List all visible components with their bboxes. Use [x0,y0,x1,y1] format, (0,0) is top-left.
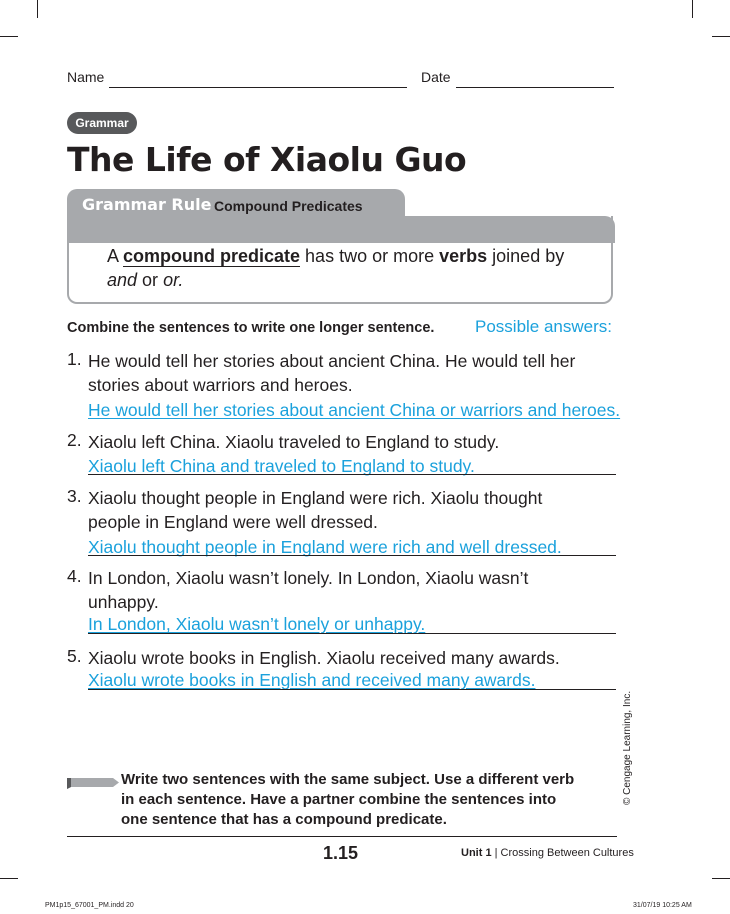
item-number: 5. [67,646,82,666]
prompt-line: Xiaolu thought people in England were rich. Xiaolu thought [88,488,543,508]
activity-line: Write two sentences with the same subject. Use a different verb [121,771,575,788]
prompt-line: Xiaolu left China. Xiaolu traveled to England to study. [88,432,500,452]
activity-text [121,770,611,830]
rule-text-part: joined by [487,246,565,266]
item-prompt [88,430,618,454]
prompt-line: Xiaolu wrote books in English. Xiaolu received many awards. [88,648,560,668]
date-label: Date [421,69,451,85]
answer-text[interactable]: Xiaolu left China and traveled to England to study. [88,456,475,476]
grammar-tag: Grammar [67,112,137,134]
crop-mark [37,0,38,18]
unit-label [461,847,634,859]
crop-mark [0,36,18,37]
print-slug: PM1p15_67001_PM.indd 20 [45,902,134,909]
name-label: Name [67,69,105,85]
rule-term: compound predicate [123,246,301,266]
rule-verbs: verbs [439,246,488,266]
unit-title: Crossing Between Cultures [500,847,634,859]
activity-line: one sentence that has a compound predicate. [121,811,447,828]
unit-separator: | [491,847,501,859]
item-prompt [88,566,618,614]
item-number: 3. [67,486,82,506]
grammar-rule-heading: Grammar Rule [82,195,212,214]
answer-line [88,633,616,634]
crop-mark [0,878,18,879]
possible-answers-label: Possible answers: [475,317,613,336]
grammar-rule-topic: Compound Predicates [214,198,363,214]
answer-text[interactable]: He would tell her stories about ancient China or warriors and heroes. [88,400,621,420]
prompt-line: unhappy. [88,592,159,612]
rule-text-part: A [107,246,124,266]
unit-number: Unit 1 [461,847,492,859]
pencil-icon [67,776,119,789]
item-number: 2. [67,430,82,450]
footer-divider [67,836,617,837]
item-number: 4. [67,566,82,586]
prompt-line: stories about warriors and heroes. [88,375,353,395]
answer-text[interactable]: In London, Xiaolu wasn’t lonely or unhappy. [88,614,426,634]
rule-and: and [107,270,138,290]
answer-line [88,555,616,556]
item-prompt [88,349,618,397]
item-prompt [88,646,618,670]
item-number: 1. [67,349,82,369]
rule-text-part: has two or more [300,246,440,266]
answer-line [88,474,616,475]
print-timestamp: 31/07/19 10:25 AM [633,902,692,909]
copyright-text: © Cengage Learning, Inc. [622,690,633,805]
answer-text[interactable]: Xiaolu wrote books in English and received many awards. [88,670,536,690]
instructions: Combine the sentences to write one longer sentence. [67,320,435,336]
item-prompt [88,486,618,534]
name-field[interactable] [109,87,407,88]
rule-or: or. [163,270,184,290]
crop-mark [712,878,730,879]
grammar-rule-text [107,244,597,292]
page-title: The Life of Xiaolu Guo [67,140,467,179]
crop-mark [692,0,693,18]
prompt-line: In London, Xiaolu wasn’t lonely. In London, Xiaolu wasn’t [88,568,529,588]
answer-text[interactable]: Xiaolu thought people in England were rich and well dressed. [88,537,562,557]
rule-text-part: or [137,270,164,290]
answer-line [88,689,616,690]
page-number: 1.15 [323,843,359,863]
crop-mark [712,36,730,37]
prompt-line: people in England were well dressed. [88,512,378,532]
prompt-line: He would tell her stories about ancient China. He would tell her [88,351,576,371]
activity-line: in each sentence. Have a partner combine the sentences into [121,791,557,808]
date-field[interactable] [456,87,614,88]
